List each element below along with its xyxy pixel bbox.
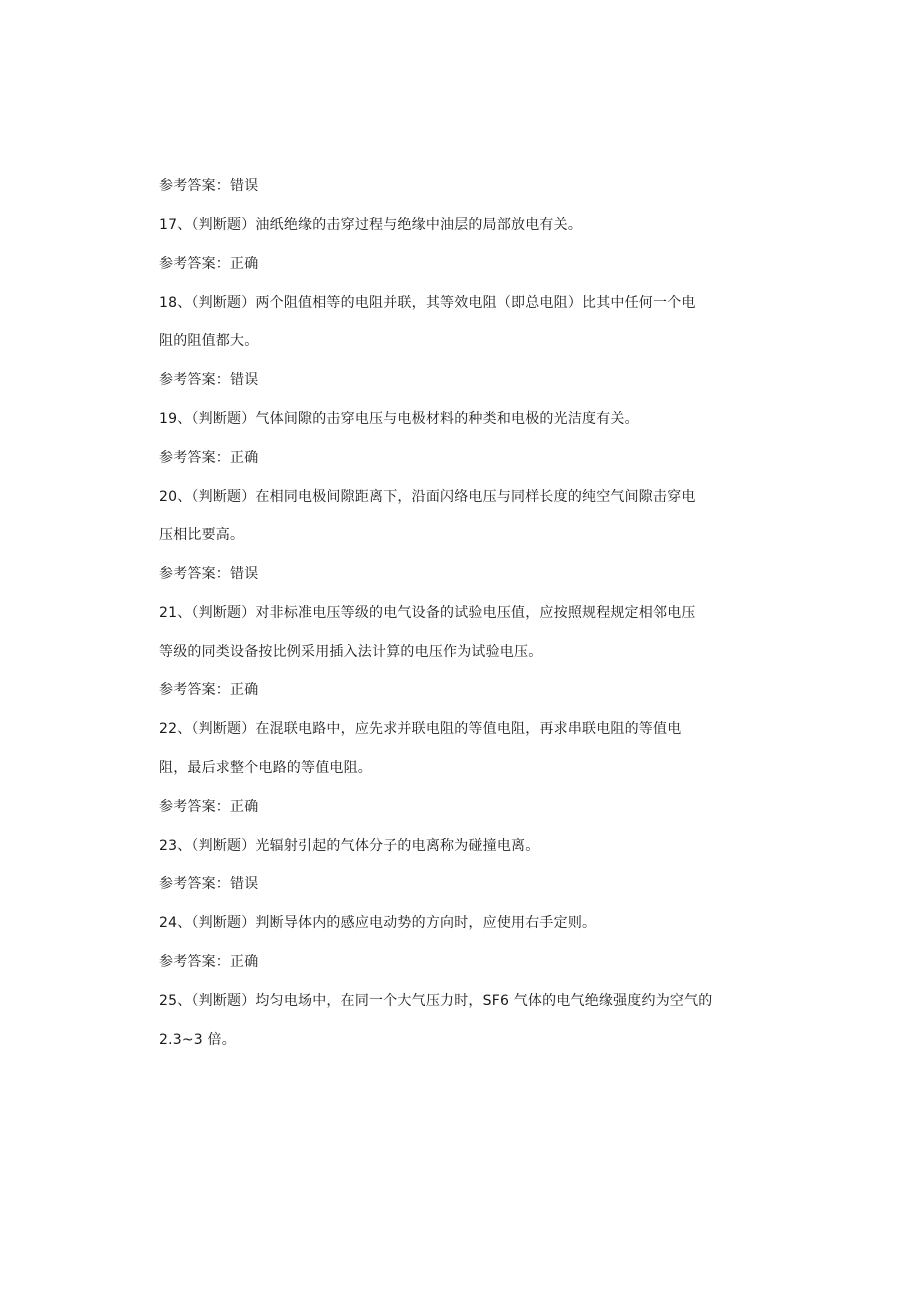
answer-line: 参考答案：错误 [159, 566, 259, 582]
answer-line: 参考答案：正确 [159, 954, 259, 970]
question-18-cont: 阻的阻值都大。 [159, 333, 259, 349]
question-25: 25、（判断题）均匀电场中，在同一个大气压力时，SF6 气体的电气绝缘强度约为空气的 [159, 993, 713, 1009]
answer-line: 参考答案：正确 [159, 450, 259, 466]
question-25-cont: 2.3~3 倍。 [159, 1032, 236, 1048]
answer-line: 参考答案：错误 [159, 372, 259, 388]
question-20-cont: 压相比要高。 [159, 527, 245, 543]
question-23: 23、（判断题）光辐射引起的气体分子的电离称为碰撞电离。 [159, 838, 540, 854]
question-20: 20、（判断题）在相同电极间隙距离下，沿面闪络电压与同样长度的纯空气间隙击穿电 [159, 489, 696, 505]
answer-line: 参考答案：正确 [159, 799, 259, 815]
question-22-cont: 阻，最后求整个电路的等值电阻。 [159, 760, 372, 776]
answer-line: 参考答案：错误 [159, 876, 259, 892]
answer-line: 参考答案：正确 [159, 682, 259, 698]
question-19: 19、（判断题）气体间隙的击穿电压与电极材料的种类和电极的光洁度有关。 [159, 411, 639, 427]
question-21-cont: 等级的同类设备按比例采用插入法计算的电压作为试验电压。 [159, 644, 543, 660]
question-17: 17、（判断题）油纸绝缘的击穿过程与绝缘中油层的局部放电有关。 [159, 217, 583, 233]
question-21: 21、（判断题）对非标准电压等级的电气设备的试验电压值，应按照规程规定相邻电压 [159, 605, 696, 621]
answer-line: 参考答案：正确 [159, 256, 259, 272]
question-24: 24、（判断题）判断导体内的感应电动势的方向时，应使用右手定则。 [159, 915, 597, 931]
question-18: 18、（判断题）两个阻值相等的电阻并联，其等效电阻（即总电阻）比其中任何一个电 [159, 295, 696, 311]
question-22: 22、（判断题）在混联电路中，应先求并联电阻的等值电阻，再求串联电阻的等值电 [159, 721, 682, 737]
answer-line: 参考答案：错误 [159, 178, 259, 194]
